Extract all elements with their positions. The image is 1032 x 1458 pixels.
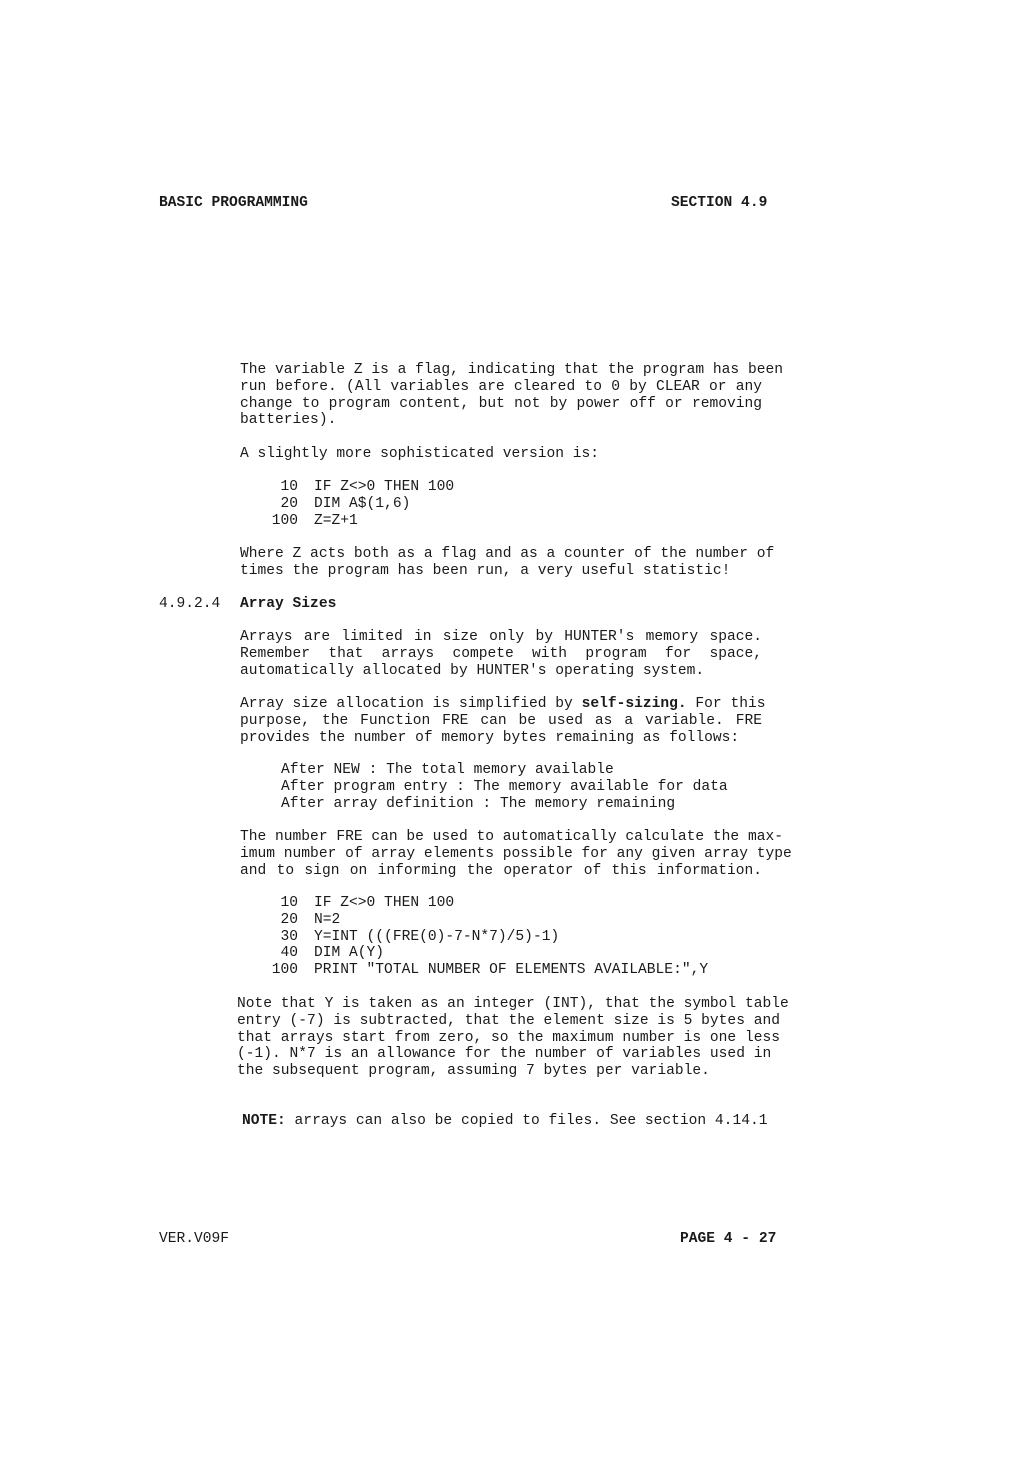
code-line [270, 962, 708, 979]
text-line: The variable Z is a flag, indicating that the program has been [240, 362, 783, 378]
text-line: the subsequent program, assuming 7 bytes per variable. [237, 1063, 710, 1080]
paragraph-fre-usage [240, 829, 792, 879]
list-item: After array definition : The memory remaining [281, 795, 676, 812]
paragraph-array-limits [240, 629, 762, 679]
text-line: entry (-7) is subtracted, that the element size is 5 bytes and [237, 1012, 780, 1029]
code-line [270, 513, 454, 530]
code-listing-array-size [270, 895, 708, 979]
line-number: 40 [280, 945, 298, 962]
section-number: 4.9.2.4 [159, 596, 221, 612]
list-item: After program entry : The memory available for data [281, 778, 728, 795]
text-line: automatically allocated by HUNTER's operating system. [240, 662, 705, 679]
text-line: A slightly more sophisticated version is: [240, 446, 600, 462]
code-line [270, 929, 708, 946]
fre-values-list [281, 762, 728, 812]
note-text: arrays can also be copied to files. See section 4.14.1 [285, 1113, 768, 1129]
text-fragment: For this [686, 696, 766, 712]
footer-version: VER.V09F [159, 1231, 230, 1247]
code-line [270, 479, 454, 496]
text-line: run before. (All variables are cleared to 0 by CLEAR or any [240, 378, 762, 395]
line-number: 100 [271, 962, 298, 979]
code-text: IF Z<>0 THEN 100 [314, 479, 455, 495]
text-line: The number FRE can be used to automatically calculate the max- [240, 829, 783, 845]
code-text: Y=INT (((FRE(0)-7-N*7)/5)-1) [314, 928, 560, 945]
paragraph-intro-version [240, 446, 762, 463]
code-line [270, 895, 708, 912]
text-line: provides the number of memory bytes remaining as follows: [240, 729, 740, 746]
code-line [270, 945, 708, 962]
emphasis-self-sizing: self-sizing. [581, 696, 687, 712]
text-line: Remember that arrays compete with program for space, [240, 645, 762, 662]
text-line: that arrays start from zero, so the maximum number is one less [237, 1029, 780, 1046]
text-line: change to program content, but not by power off or removing [240, 395, 762, 412]
code-text: DIM A(Y) [314, 945, 385, 962]
running-header-right: SECTION 4.9 [671, 195, 768, 211]
text-line: Arrays are limited in size only by HUNTER's memory space. [240, 629, 762, 645]
code-line [270, 496, 454, 513]
text-line: purpose, the Function FRE can be used as a variable. FRE [240, 712, 762, 729]
code-text: N=2 [314, 911, 341, 928]
text-line [240, 696, 766, 713]
text-line: and to sign on informing the operator of this information. [240, 862, 762, 879]
running-header-left: BASIC PROGRAMMING [159, 195, 308, 211]
text-line: Note that Y is taken as an integer (INT), that the symbol table [237, 996, 789, 1012]
note-label: NOTE: [242, 1113, 286, 1129]
list-item: After NEW : The total memory available [281, 762, 614, 778]
code-line [270, 912, 708, 929]
paragraph-flag-explanation [240, 362, 783, 429]
text-line: times the program has been run, a very useful statistic! [240, 562, 731, 579]
line-number: 30 [280, 928, 298, 945]
text-line: imum number of array elements possible for any given array type [240, 845, 792, 862]
line-number: 100 [271, 512, 298, 529]
code-text: IF Z<>0 THEN 100 [314, 895, 455, 911]
text-line: batteries). [240, 412, 337, 429]
line-number: 20 [280, 495, 298, 512]
text-line: Where Z acts both as a flag and as a counter of the number of [240, 546, 775, 562]
code-text: PRINT "TOTAL NUMBER OF ELEMENTS AVAILABLE:",Y [314, 962, 709, 979]
code-listing-flag [270, 479, 454, 529]
paragraph-self-sizing [240, 696, 766, 746]
text-fragment: Array size allocation is simplified by [240, 696, 582, 712]
text-line: (-1). N*7 is an allowance for the number of variables used in [237, 1046, 772, 1063]
line-number: 20 [280, 911, 298, 928]
note-line [242, 1113, 767, 1130]
section-title: Array Sizes [240, 596, 337, 612]
line-number: 10 [280, 479, 298, 495]
code-text: Z=Z+1 [314, 512, 358, 529]
paragraph-counter [240, 546, 775, 580]
paragraph-int-note [237, 996, 789, 1080]
line-number: 10 [280, 895, 298, 911]
code-text: DIM A$(1,6) [314, 495, 411, 512]
footer-page-number: PAGE 4 - 27 [680, 1231, 777, 1247]
